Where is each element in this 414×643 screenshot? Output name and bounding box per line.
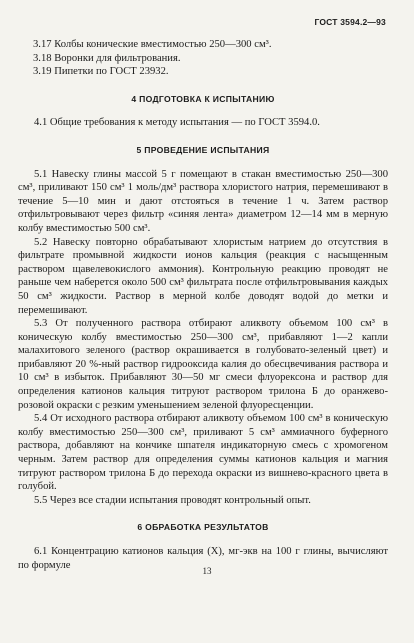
- page-number: 13: [202, 566, 212, 576]
- paragraph-4-1: 4.1 Общие требования к методу испытания — по ГОСТ 3594.0.: [34, 117, 320, 129]
- paragraph-5-3: 5.3 От полученного раствора отбирают аликвоту объемом 100 см³ в коническую колбу вместимостью 250—300 см³, прибавляют 1—2 капли малахитового зеленого (раствор окрашивается в голубовато-зеленый цвет) и прибавляют 20 %-ный раствор гидрооксида калия до обесцвечивания раствора и 10 см³ в избыток. Прибавляют 30—50 мг смеси флуорексона и раствор для определения катионов кальция титруют раствором трилона Б до оранжево-розовой окраски с резким уменьшением зеленой флуоресценции.: [18, 318, 388, 411]
- list-item-3-18: 3.18 Воронки для фильтрования.: [33, 52, 181, 64]
- page-content: [18, 38, 388, 572]
- paragraph-6-1: 6.1 Концентрацию катионов кальция (X), мг-экв на 100 г глины, вычисляют по формуле: [18, 546, 388, 571]
- list-item-3-17: 3.17 Колбы конические вместимостью 250—300 см³.: [33, 39, 272, 50]
- list-item-3-19: 3.19 Пипетки по ГОСТ 23932.: [33, 66, 169, 78]
- section-5-heading: 5 ПРОВЕДЕНИЕ ИСПЫТАНИЯ: [136, 144, 270, 155]
- paragraph-5-4: 5.4 От исходного раствора отбирают аликвоту объемом 100 см³ в коническую колбу вместимостью 250—300 см³, приливают 5 см³ аммиачного буферного раствора, добавляют на кончике шпателя индикаторную смесь с хромогеном черным. Затем раствор для определения суммы катионов кальция и магния титруют раствором трилона Б до перехода окраски из вишнево-красного цвета в голубой.: [18, 413, 388, 493]
- section-4-heading: 4 ПОДГОТОВКА К ИСПЫТАНИЮ: [131, 93, 275, 104]
- standard-header: ГОСТ 3594.2—93: [314, 17, 386, 27]
- paragraph-5-1: 5.1 Навеску глины массой 5 г помещают в стакан вместимостью 250—300 см³, приливают 150 см³ 1 моль/дм³ раствора хлористого натрия, перемешивают в течение 5—10 мин и дают отстояться в течение 1 ч. Затем раствор отфильтровывают через фильтр «синяя лента» диаметром 12—14 мм в мерную колбу вместимостью 500 см³.: [18, 168, 388, 234]
- section-6-heading: 6 ОБРАБОТКА РЕЗУЛЬТАТОВ: [137, 522, 269, 533]
- paragraph-5-5: 5.5 Через все стадии испытания проводят контрольный опыт.: [34, 494, 311, 506]
- paragraph-5-2: 5.2 Навеску повторно обрабатывают хлористым натрием до отсутствия в фильтрате промывной жидкости ионов кальция (реакция с насыщенным раствором щавелевокислого аммония). Контрольную реакцию проводят не раньше чем наберется около 500 см³ фильтрата после отфильтровывания каждых 50 см³ жидкости. Раствор в мерной колбе доводят водой до метки и перемешивают.: [18, 236, 388, 316]
